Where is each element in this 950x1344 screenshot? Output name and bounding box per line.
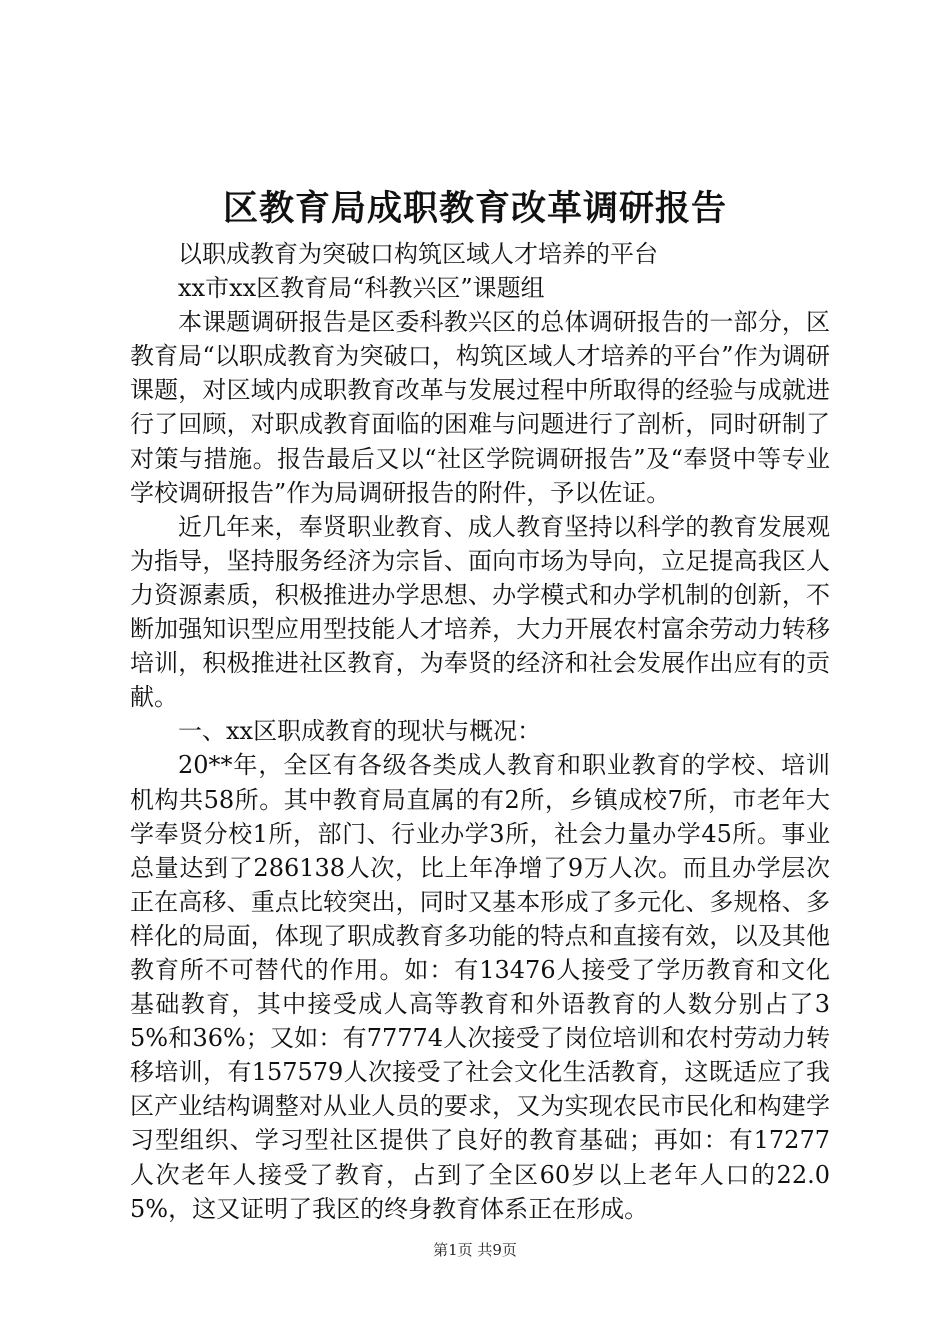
page-indicator: 第1页 共9页 [433, 1241, 517, 1259]
document-author: xx市xx区教育局“科教兴区”课题组 [178, 274, 545, 303]
section-paragraph: 20**年，全区有各级各类成人教育和职业教育的学校、培训机构共58所。其中教育局直属的有2所，乡镇成校7所，市老年大学奉贤分校1所，部门、行业办学3所，社会力量办学45所。事业总量达到了286138人次，比上年净增了9万人次。而且办学层次正在高移、重点比较突出，同时又基本形成了多元化、多规格、多样化的局面，体现了职成教育多功能的特点和直接有效，以及其他教育所不可替代的作用。如：有13476人接受了学历教育和文化基础教育，其中接受成人高等教育和外语教育的人数分别占了35%和36%；又如：有77774人次接受了岗位培训和农村劳动力转移培训，有157579人次接受了社会文化生活教育，这既适应了我区产业结构调整对从业人员的要求，又为实现农民市民化和构建学习型组织、学习型社区提供了良好的教育基础；再如：有17277人次老年人接受了教育，占到了全区60岁以上老年人口的22.05%，这又证明了我区的终身教育体系正在形成。 [130, 751, 830, 1223]
document-subtitle: 以职成教育为突破口构筑区域人才培养的平台 [178, 240, 658, 268]
body-paragraph: 近几年来，奉贤职业教育、成人教育坚持以科学的教育发展观为指导，坚持服务经济为宗旨、面向市场为导向，立足提高我区人力资源素质，积极推进办学思想、办学模式和办学机制的创新，不断加强知识型应用型技能人才培养，大力开展农村富余劳动力转移培训，积极推进社区教育，为奉贤的经济和社会发展作出应有的贡献。 [130, 512, 830, 712]
document-body [130, 237, 830, 1226]
body-paragraph: 本课题调研报告是区委科教兴区的总体调研报告的一部分，区教育局“以职成教育为突破口，构筑区域人才培养的平台”作为调研课题，对区域内成职教育改革与发展过程中所取得的经验与成就进行了回顾，对职成教育面临的困难与问题进行了剖析，同时研制了对策与措施。报告最后又以“社区学院调研报告”及“奉贤中等专业学校调研报告”作为局调研报告的附件，予以佐证。 [130, 308, 830, 507]
section-heading: 一、xx区职成教育的现状与概况： [178, 717, 542, 746]
document-title: 区教育局成职教育改革调研报告 [222, 188, 727, 229]
